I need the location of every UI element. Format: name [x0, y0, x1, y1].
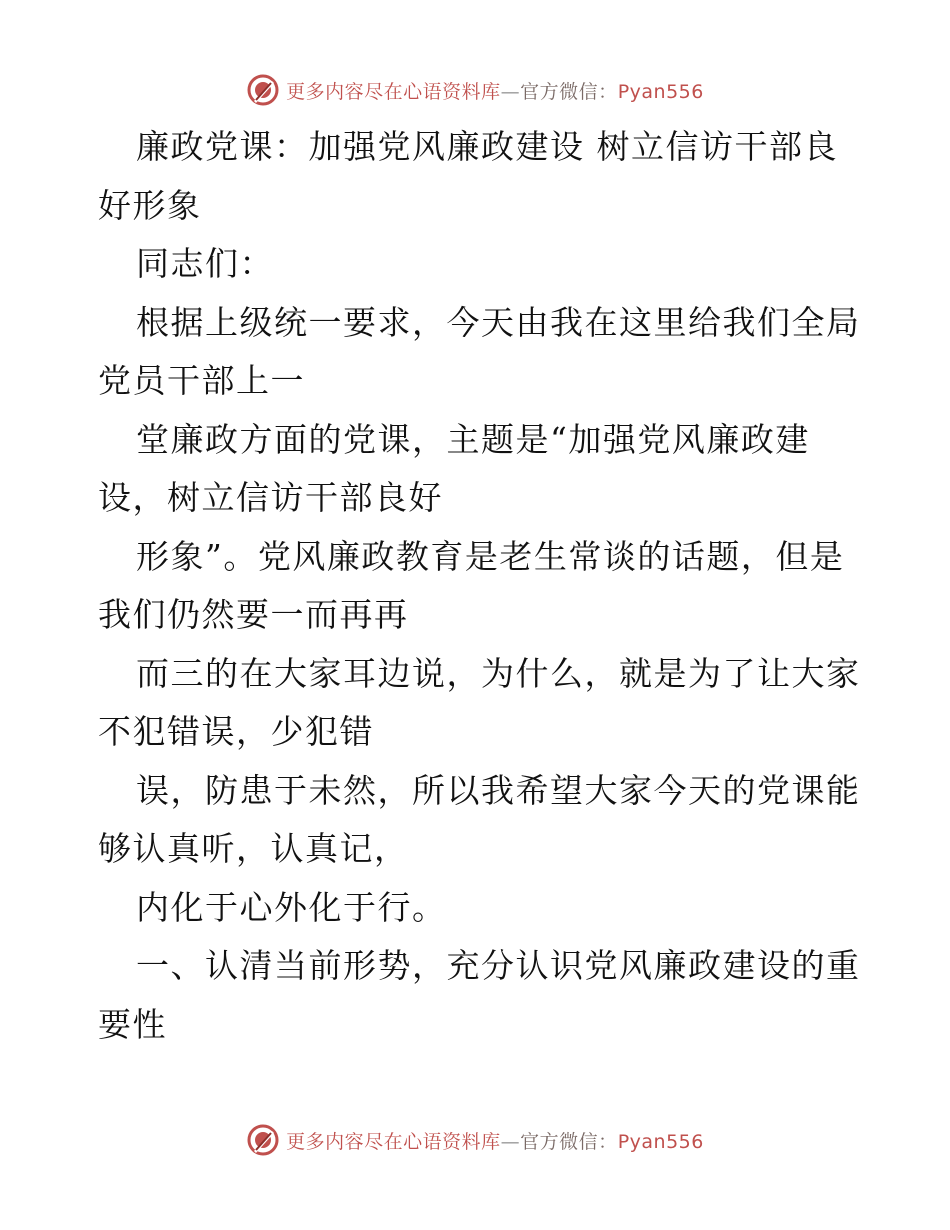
pen-logo-icon	[246, 1123, 280, 1157]
paragraph-line: 不犯错误，少犯错	[98, 712, 374, 751]
paragraph-line: 堂廉政方面的党课，主题是“加强党风廉政建	[136, 419, 810, 459]
banner-title: 更多内容尽在心语资料库	[286, 1130, 501, 1153]
paragraph-line: 廉政党课：加强党风廉政建设 树立信访干部良	[136, 127, 838, 166]
paragraph-line: 根据上级统一要求，今天由我在这里给我们全局	[136, 302, 861, 342]
banner-text	[286, 1127, 704, 1154]
paragraph-line: 我们仍然要一而再再	[98, 595, 409, 634]
banner-wechat-label: 官方微信：	[520, 1130, 618, 1153]
banner-wechat-label: 官方微信：	[520, 80, 618, 103]
header-banner	[0, 70, 950, 110]
banner-wechat-id: Pyan556	[617, 1130, 704, 1153]
paragraph-line: 形象”。党风廉政教育是老生常谈的话题，但是	[136, 536, 845, 576]
paragraph-line: 设，树立信访干部良好	[98, 478, 443, 517]
footer-banner	[0, 1120, 950, 1160]
paragraph-line: 够认真听，认真记，	[98, 829, 409, 868]
paragraph-line: 好形象	[98, 185, 202, 225]
document-body	[98, 118, 861, 1054]
paragraph-line: 一、认清当前形势，充分认识党风廉政建设的重	[136, 946, 861, 985]
banner-wechat-id: Pyan556	[617, 80, 704, 103]
banner-title: 更多内容尽在心语资料库	[286, 80, 501, 103]
paragraph-line: 党员干部上一	[98, 361, 305, 400]
paragraph-line: 同志们：	[136, 244, 274, 283]
paragraph-line: 误，防患于未然，所以我希望大家今天的党课能	[136, 770, 861, 810]
banner-dash: —	[500, 1130, 521, 1153]
pen-logo-icon	[246, 73, 280, 107]
paragraph-line: 要性	[98, 1004, 167, 1044]
paragraph-line: 而三的在大家耳边说，为什么，就是为了让大家	[136, 653, 861, 693]
paragraph-line: 内化于心外化于行。	[136, 887, 447, 927]
banner-dash: —	[500, 80, 521, 103]
banner-text	[286, 77, 704, 104]
